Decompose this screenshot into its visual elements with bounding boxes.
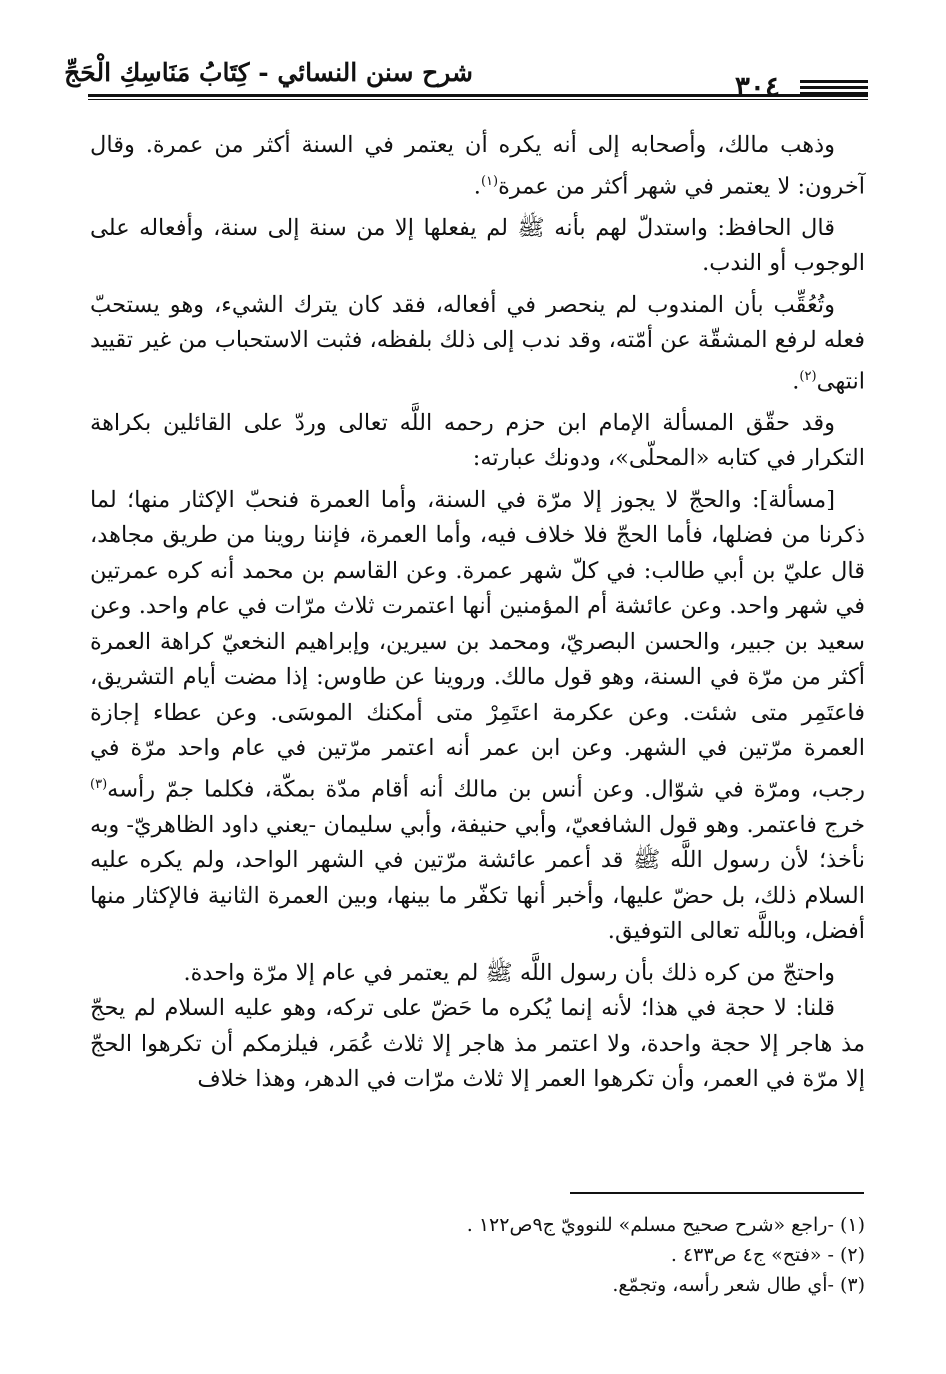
header-rule <box>88 94 868 97</box>
running-title: شرح سنن النسائي - كِتَابُ مَنَاسِكِ الْحَجِّ <box>64 58 473 87</box>
page-header <box>64 58 868 108</box>
footnote-1: (١) -راجع «شرح صحيح مسلم» للنوويّ ج٩ص١٢٢ . <box>466 1214 865 1236</box>
header-rule-thin <box>88 99 868 100</box>
paragraph: قال الحافظ: واستدلّ لهم بأنه ﷺ لم يفعلها إلا من سنة إلى سنة، وأفعاله على الوجوب أو الندب. <box>90 214 865 276</box>
footnote-ref[interactable]: (٢) <box>799 368 817 384</box>
paragraph: قلنا: لا حجة في هذا؛ لأنه إنما يُكره ما حَضّ على تركه، وهو عليه السلام لم يحجّ مذ هاجر إلا حجة واحدة، ولا اعتمر مذ هاجر إلا ثلاث عُمَر، فيلزمكم أن تكرهوا الحجّ إلا مرّة في العمر، وأن تكرهوا العمر إلا ثلاث مرّات في الدهر، وهذا خلاف <box>90 995 865 1092</box>
footnote-separator <box>570 1192 864 1194</box>
footnote-3: (٣) -أي طال شعر رأسه، وتجمّع. <box>612 1274 865 1296</box>
paragraph: واحتجّ من كره ذلك بأن رسول اللَّه ﷺ لم يعتمر في عام إلا مرّة واحدة. <box>183 959 835 986</box>
footnotes <box>90 1210 865 1300</box>
paragraph: وذهب مالك، وأصحابه إلى أنه يكره أن يعتمر في السنة أكثر من عمرة. وقال آخرون: لا يعتمر في شهر أكثر من عمرة$^{(١)}$. <box>90 132 865 199</box>
quoted-passage: [مسألة]: والحجّ لا يجوز إلا مرّة في السنة، وأما العمرة فنحبّ الإكثار منها؛ لما ذكرنا من فضلها، فأما الحجّ فلا خلاف فيه، وأما العمرة، فإننا روينا من طريق مجاهد، قال عليّ بن أبي طالب: في كلّ شهر عمرة. وعن القاسم بن محمد أنه كره عمرتين في شهر واحد. وعن عائشة أم المؤمنين أنها اعتمرت ثلاث مرّات في عام واحد. وعن سعيد بن جبير، والحسن البصريّ، ومحمد بن سيرين، وإبراهيم النخعيّ كراهة العمرة أكثر من مرّة في السنة، وهو قول مالك. وروينا عن طاوس: إذا مضت أيام التشريق، فاعتَمِر متى شئت. وعن عكرمة اعتَمِرْ متى أمكنك الموسَى. وعن عطاء إجازة العمرة مرّتين في الشهر. وعن ابن عمر أنه اعتمر مرّتين في عام واحد مرّة في رجب، ومرّة في شوّال. وعن أنس بن مالك أنه أقام مدّة بمكّة، فكلما جمّ رأسه$^{(٣)}$ خرج فاعتمر. وهو قول الشافعيّ، وأبي حنيفة، وأبي سليمان -يعني داود الظاهريّ- وبه نأخذ؛ لأن رسول اللَّه ﷺ قد أعمر عائشة مرّتين في الشهر الواحد، ولم يكره عليه السلام ذلك، بل حضّ عليها، وأخبر أنها تكفّر ما بينها، وبين العمرة الثانية فالإكثار منها أفضل، وباللَّه تعالى التوفيق. <box>90 486 865 944</box>
footnote-ref[interactable]: (٣) <box>90 776 108 792</box>
page-number: ٣٠٤ <box>729 70 786 103</box>
footnote-ref[interactable]: (١) <box>480 173 499 189</box>
paragraph: وتُعُقِّب بأن المندوب لم ينحصر في أفعاله، فقد كان يترك الشيء، وهو يستحبّ فعله لرفع المشقّة عن أمّته، وقد ندب إلى ذلك بلفظه، فثبت الاستحباب من غير تقييد انتهى$^{(٢)}$. <box>90 291 865 394</box>
paragraph: وقد حقّق المسألة الإمام ابن حزم رحمه اللَّه تعالى وردّ على القائلين بكراهة التكرار في كتابه «المحلّى»، ودونك عبارته: <box>90 409 865 471</box>
footnote-2: (٢) - «فتح» ج٤ ص٤٣٣ . <box>670 1244 865 1266</box>
main-text <box>90 128 865 1098</box>
